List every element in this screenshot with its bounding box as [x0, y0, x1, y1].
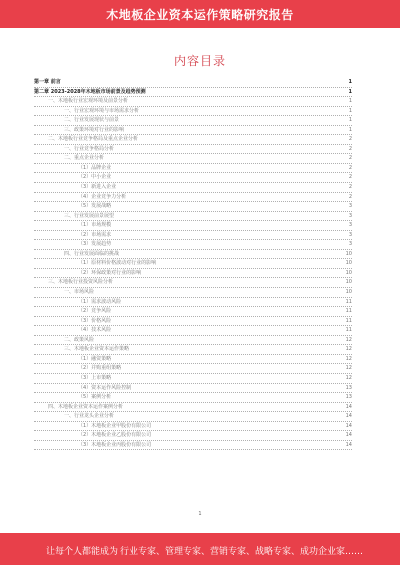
toc-entry[interactable]: [34, 259, 352, 269]
toc-entry-label: 二、政策风险: [64, 336, 95, 343]
toc-entry-page: 13: [345, 394, 352, 401]
toc-entry-page: 14: [345, 422, 352, 429]
toc-entry-page: 2: [348, 136, 352, 143]
toc-entry[interactable]: [34, 202, 352, 212]
toc-entry-label: 二、重点企业分析: [64, 155, 105, 162]
toc-entry-label: （1）品牌企业: [78, 164, 112, 171]
toc-title: 内容目录: [173, 54, 226, 68]
toc-entry-label: （2）并购重组策略: [78, 365, 122, 372]
toc-entry[interactable]: [34, 269, 352, 279]
toc-entry[interactable]: [34, 278, 352, 288]
toc-entry-label: （5）发展战略: [78, 203, 112, 210]
toc-entry-label: 二、行业发展现状与前景: [64, 117, 120, 124]
report-title: 木地板企业资本运作策略研究报告: [106, 8, 294, 22]
toc-entry-label: （4）技术风险: [78, 327, 112, 334]
toc-entry-label: 三、木地板行业投资风险分析: [48, 279, 114, 286]
toc-entry[interactable]: [34, 431, 352, 441]
toc-entry-label: （1）原材料价格波动对行业的影响: [78, 260, 157, 267]
toc-entry[interactable]: [34, 403, 352, 413]
toc-entry-page: 2: [348, 155, 352, 162]
toc-entry-label: （3）发展趋势: [78, 241, 112, 248]
toc-entry[interactable]: [34, 88, 352, 98]
toc-entry[interactable]: [34, 173, 352, 183]
toc-entry[interactable]: [34, 422, 352, 432]
toc-entry-page: 12: [345, 355, 352, 362]
toc-entry[interactable]: [34, 240, 352, 250]
toc-entry[interactable]: [34, 116, 352, 126]
toc-entry-label: （1）木地板企业甲股份有限公司: [78, 422, 152, 429]
toc-entry-page: 14: [345, 413, 352, 420]
toc-entry-page: 1: [348, 79, 352, 85]
toc-entry-label: 三、政策环境对行业的影响: [64, 126, 125, 133]
toc-entry[interactable]: [34, 317, 352, 327]
toc-entry-page: 11: [345, 298, 352, 305]
toc-entry-label: 第二章 2023-2028年木地板市场前景及趋势预测: [34, 88, 146, 95]
toc-entry-label: 二、木地板行业竞争格局及重点企业分析: [48, 136, 139, 143]
toc-entry[interactable]: [34, 183, 352, 193]
toc-entry-label: （3）新进入企业: [78, 184, 117, 191]
toc-entry-label: 四、木地板企业资本运作案例分析: [48, 403, 124, 410]
toc-entry-page: 12: [345, 336, 352, 343]
toc-entry-page: 3: [348, 241, 352, 248]
toc-entry-page: 11: [345, 327, 352, 334]
toc-entry-page: 10: [345, 279, 352, 286]
toc-entry-label: （2）市场需求: [78, 231, 112, 238]
toc-entry-label: （2）环保政策对行业的影响: [78, 269, 142, 276]
toc-entry-label: （3）价格风险: [78, 317, 112, 324]
toc-entry-label: （3）木地板企业丙股份有限公司: [78, 441, 152, 448]
toc-entry-page: 13: [345, 384, 352, 391]
table-of-contents: [34, 78, 352, 450]
toc-entry-page: 11: [345, 317, 352, 324]
toc-entry[interactable]: [34, 374, 352, 384]
toc-entry-page: 3: [348, 212, 352, 219]
toc-entry[interactable]: [34, 345, 352, 355]
toc-entry-page: 3: [348, 203, 352, 210]
toc-entry-label: （4）企业竞争力分析: [78, 193, 127, 200]
toc-entry[interactable]: [34, 393, 352, 403]
toc-entry-page: 14: [345, 441, 352, 448]
footer-banner: [0, 533, 400, 565]
toc-entry-page: 14: [345, 403, 352, 410]
toc-entry-label: （1）市场规模: [78, 222, 112, 229]
toc-entry-page: 10: [345, 250, 352, 257]
toc-entry-page: 2: [348, 184, 352, 191]
toc-entry-label: 一、市场风险: [64, 289, 95, 296]
toc-entry[interactable]: [34, 97, 352, 107]
toc-entry-page: 2: [348, 193, 352, 200]
footer-roles: 行业专家、管理专家、营销专家、战略专家、成功企业家……: [120, 547, 364, 557]
toc-entry-page: 2: [348, 174, 352, 181]
toc-entry-page: 1: [348, 107, 352, 114]
toc-entry[interactable]: [34, 307, 352, 317]
toc-entry-label: （5）案例分析: [78, 394, 112, 401]
toc-entry-label: （2）中小企业: [78, 174, 112, 181]
toc-entry[interactable]: [34, 412, 352, 422]
toc-entry[interactable]: [34, 126, 352, 136]
toc-entry-page: 3: [348, 231, 352, 238]
toc-entry-page: 3: [348, 222, 352, 229]
toc-entry-page: 12: [345, 374, 352, 381]
toc-entry[interactable]: [34, 78, 352, 88]
toc-entry[interactable]: [34, 298, 352, 308]
toc-entry-label: 一、行业竞争格局分析: [64, 145, 115, 152]
toc-entry-label: （2）木地板企业乙股份有限公司: [78, 432, 152, 439]
toc-entry-page: 12: [345, 346, 352, 353]
toc-entry-page: 1: [348, 126, 352, 133]
toc-entry-page: 10: [345, 289, 352, 296]
toc-entry[interactable]: [34, 212, 352, 222]
toc-entry-label: （1）融资策略: [78, 355, 112, 362]
toc-entry-page: 1: [348, 117, 352, 124]
toc-entry-label: 一、行业龙头企业分析: [64, 413, 115, 420]
toc-entry[interactable]: [34, 250, 352, 260]
toc-entry-page: 2: [348, 164, 352, 171]
toc-entry-page: 10: [345, 260, 352, 267]
toc-entry-label: 一、行业宏观环境与市场需求分析: [64, 107, 140, 114]
toc-entry[interactable]: [34, 193, 352, 203]
toc-entry-label: 四、行业发展面临的挑战: [64, 250, 120, 257]
toc-entry-page: 14: [345, 432, 352, 439]
header-banner: [0, 0, 400, 28]
page-number: 1: [198, 511, 202, 517]
toc-entry-page: 2: [348, 145, 352, 152]
toc-entry[interactable]: [34, 288, 352, 298]
toc-entry[interactable]: [34, 135, 352, 145]
toc-entry[interactable]: [34, 107, 352, 117]
toc-entry-page: 10: [345, 269, 352, 276]
toc-entry[interactable]: [34, 336, 352, 346]
toc-entry[interactable]: [34, 231, 352, 241]
toc-entry[interactable]: [34, 164, 352, 174]
toc-entry-page: 12: [345, 365, 352, 372]
toc-entry-page: 1: [348, 98, 352, 105]
toc-entry-label: 三、木地板企业资本运作策略: [64, 346, 130, 353]
toc-entry[interactable]: [34, 154, 352, 164]
toc-entry-page: 1: [348, 88, 352, 95]
toc-entry-label: 一、木地板行业宏观环境及前景分析: [48, 98, 129, 105]
toc-entry[interactable]: [34, 145, 352, 155]
toc-entry-label: 第一章 前言: [34, 79, 61, 85]
toc-entry-page: 11: [345, 308, 352, 315]
toc-entry-label: （1）需求波动风险: [78, 298, 122, 305]
toc-entry-label: （4）资本运作风险控制: [78, 384, 132, 391]
toc-entry-label: （3）上市策略: [78, 374, 112, 381]
footer-slogan: 让每个人都能成为: [46, 547, 119, 557]
toc-entry[interactable]: [34, 221, 352, 231]
toc-entry[interactable]: [34, 326, 352, 336]
toc-entry[interactable]: [34, 441, 352, 451]
toc-entry[interactable]: [34, 355, 352, 365]
toc-entry-label: 三、行业发展前景展望: [64, 212, 115, 219]
toc-entry[interactable]: [34, 364, 352, 374]
toc-entry-label: （2）竞争风险: [78, 308, 112, 315]
toc-entry[interactable]: [34, 384, 352, 394]
